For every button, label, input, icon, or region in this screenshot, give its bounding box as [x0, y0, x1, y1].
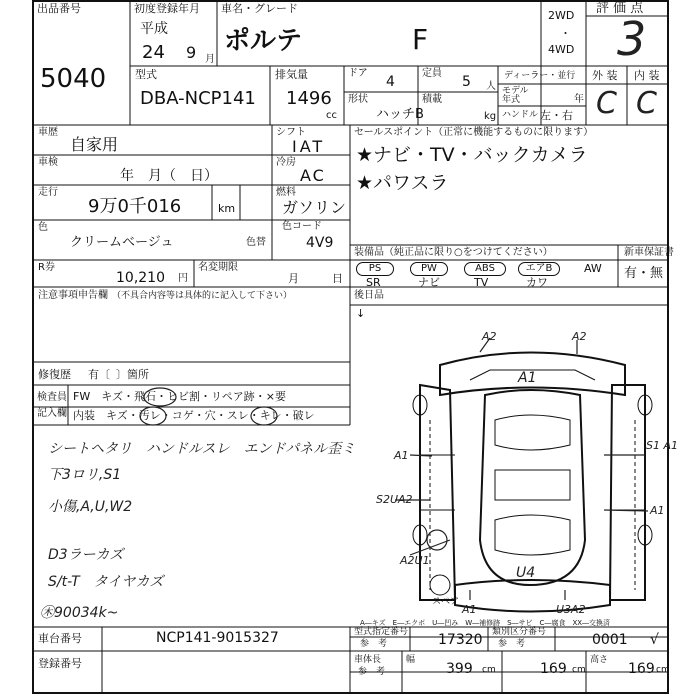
height-value: 169 [628, 661, 655, 677]
name-change-label: 名変期限 [198, 262, 238, 273]
equip-sr: SR [366, 276, 381, 289]
reg-month: 9 [186, 43, 197, 62]
capacity-unit: 人 [486, 81, 496, 92]
model-year-label-2: 年式 [502, 95, 521, 105]
later-items-value: ↓ [356, 307, 366, 320]
lot-number: 5040 [40, 64, 107, 94]
later-items-label: 後日品 [354, 290, 384, 301]
name-change-day: 日 [332, 272, 343, 285]
type-designation-value: 17320 [438, 632, 483, 648]
mark-s2ua2: S2UA2 [376, 493, 413, 506]
mark-a1-hood: A1 [518, 370, 537, 386]
equip-aw: AW [584, 262, 602, 275]
displacement-value: 1496 [286, 88, 332, 109]
score: 3 [617, 12, 647, 66]
drive-dot: ・ [560, 27, 571, 40]
length-unit: cm [482, 665, 496, 675]
inspector-row-2: 内装 キズ・汚レ・コゲ・穴・スレ・キレ・破レ [73, 409, 315, 422]
doors-value: 4 [386, 74, 395, 90]
hand-note-3: 小傷,A,U,W2 [48, 499, 133, 515]
shaken-value: 年 月（ 日） [120, 168, 218, 184]
model-year-label-1: モデル [502, 86, 529, 96]
hand-note-4: D3ラーカズ [48, 547, 124, 563]
spare-label: スペア [432, 597, 460, 607]
inspector-row-1: FW キズ・飛石・ヒビ割・リペア跡・×要 [73, 390, 286, 403]
color-value: クリームベージュ [70, 235, 174, 250]
lot-label: 出品番号 [37, 2, 81, 15]
mark-a1-right-rear: A1 [650, 504, 665, 517]
color-code-label: 色コード [282, 221, 322, 232]
mark-a1-left: A1 [394, 449, 409, 462]
hand-note-6: ㊍90034k~ [40, 605, 119, 621]
height-unit: cm [656, 665, 670, 675]
color-code-value: 4V9 [306, 235, 334, 251]
height-label: 高さ [590, 655, 609, 665]
equip-navi: ナビ [418, 276, 440, 289]
type-label: 型式 [135, 68, 157, 81]
mark-u3a2: U3A2 [556, 603, 586, 616]
length-value: 399 [446, 661, 473, 677]
check-mark: √ [650, 632, 659, 648]
equip-pw: PW [410, 262, 448, 276]
type-designation-ref: 参 考 [360, 639, 388, 649]
model-label: 車名・グレード [221, 2, 298, 15]
fuel-label: 燃料 [276, 187, 296, 198]
drive-2wd: 2WD [548, 9, 575, 22]
grade: F [412, 23, 429, 56]
mark-s1a1-right: S1 A1 [646, 439, 679, 452]
dealer-label: ディーラー・並行 [504, 71, 576, 81]
mark-a1-rear: A1 [462, 603, 477, 616]
equipment-label: 装備品（純正品に限り○をつけてください） [354, 247, 553, 258]
doors-label: ドア [348, 68, 368, 79]
drive-4wd: 4WD [548, 43, 575, 56]
use-value: 自家用 [70, 135, 119, 154]
shape-value: ハッチB [376, 107, 424, 122]
aircon-value: AC [300, 166, 326, 185]
mileage-unit: km [218, 202, 236, 215]
reg-year: 24 [142, 42, 165, 63]
hand-note-5: S/t-T タイヤカズ [48, 574, 164, 590]
selling-point-1: ★ナビ・TV・バックカメラ [356, 144, 588, 166]
interior-label: 内 装 [634, 69, 660, 82]
type-value: DBA-NCP141 [140, 88, 256, 109]
recycle-label: R券 [38, 262, 55, 273]
interior-grade: C [636, 86, 657, 121]
score-label: 評 価 点 [596, 1, 644, 16]
aircon-label: 冷房 [276, 157, 296, 168]
exterior-grade: C [596, 86, 617, 121]
model-year-unit: 年 [574, 94, 584, 105]
equip-airbag: エアB [518, 262, 560, 276]
name-change-month: 月 [288, 272, 299, 285]
classification-ref: 参 考 [498, 639, 526, 649]
recycle-value: 10,210 [116, 270, 165, 286]
mileage-label: 走行 [38, 187, 58, 198]
selling-point-2: ★パワスラ [356, 172, 449, 194]
shaken-label: 車検 [38, 157, 58, 168]
insurance-value: 有・無 [624, 266, 664, 281]
fuel-value: ガソリン [282, 198, 347, 217]
equip-tv: TV [474, 276, 489, 289]
equip-leather: カワ [526, 276, 548, 289]
shift-value: IAT [292, 137, 326, 156]
recycle-unit: 円 [178, 273, 188, 284]
insurance-label: 新車保証書 [624, 247, 674, 258]
length-ref: 参 考 [358, 667, 386, 677]
classification-label: 類別区分番号 [492, 627, 547, 637]
shape-label: 形状 [348, 94, 368, 105]
handle-value: 左・右 [540, 109, 573, 122]
mark-a2-front-left: A2 [482, 330, 497, 343]
displacement-label: 排気量 [275, 68, 308, 81]
mark-u4: U4 [516, 565, 536, 581]
mark-a2-front-right: A2 [572, 330, 587, 343]
color-label: 色 [38, 222, 48, 233]
shift-label: シフト [276, 127, 306, 138]
use-label: 車歴 [38, 127, 58, 138]
width-label: 幅 [406, 655, 416, 665]
width-unit: cm [572, 665, 586, 675]
load-label: 積載 [422, 94, 442, 105]
registration-label: 登録番号 [38, 657, 82, 670]
color-change-label: 色替 [246, 237, 266, 248]
caution-sub: （不具合内容等は具体的に記入して下さい） [112, 291, 293, 301]
chassis-value: NCP141-9015327 [156, 630, 279, 646]
model-name: ポルテ [224, 26, 303, 56]
mark-a2u1: A2U1 [400, 554, 430, 567]
capacity-value: 5 [462, 74, 471, 90]
selling-points-label: セールスポイント（正常に機能するものに限ります） [354, 127, 594, 138]
load-unit: kg [484, 111, 497, 122]
handle-label: ハンドル [502, 110, 539, 120]
equip-ps: PS [356, 262, 394, 276]
displacement-unit: cc [326, 110, 337, 121]
first-reg-label: 初度登録年月 [134, 2, 200, 15]
equip-abs: ABS [464, 262, 506, 276]
repair-end: 〕箇所 [116, 368, 149, 381]
damage-legend: A―キズ E―エクボ U―凹み W―補修跡 S―サビ C―腐食 XX―交換済 [360, 619, 611, 627]
exterior-label: 外 装 [592, 69, 618, 82]
caution-label: 注意事項申告欄 [38, 290, 108, 301]
capacity-label: 定員 [422, 68, 442, 79]
chassis-label: 車台番号 [38, 632, 82, 645]
reg-month-unit: 月 [205, 54, 215, 65]
width-value: 169 [540, 661, 567, 677]
era: 平成 [140, 21, 168, 37]
hand-note-2: 下3ロリ,S1 [48, 467, 122, 483]
mileage-value: 9万0千016 [88, 196, 182, 217]
inspector-label-2: 記入欄 [37, 408, 67, 419]
repair-label: 修復歴 [38, 368, 71, 381]
hand-note-1: シートヘタリ ハンドルスレ エンドパネル歪ミ [48, 441, 356, 457]
repair-value: 有〔 [88, 368, 110, 381]
length-label: 車体長 [354, 655, 382, 665]
type-designation-label: 型式指定番号 [354, 627, 409, 637]
classification-value: 0001 [592, 632, 628, 648]
inspector-label-1: 検査員 [37, 392, 67, 403]
